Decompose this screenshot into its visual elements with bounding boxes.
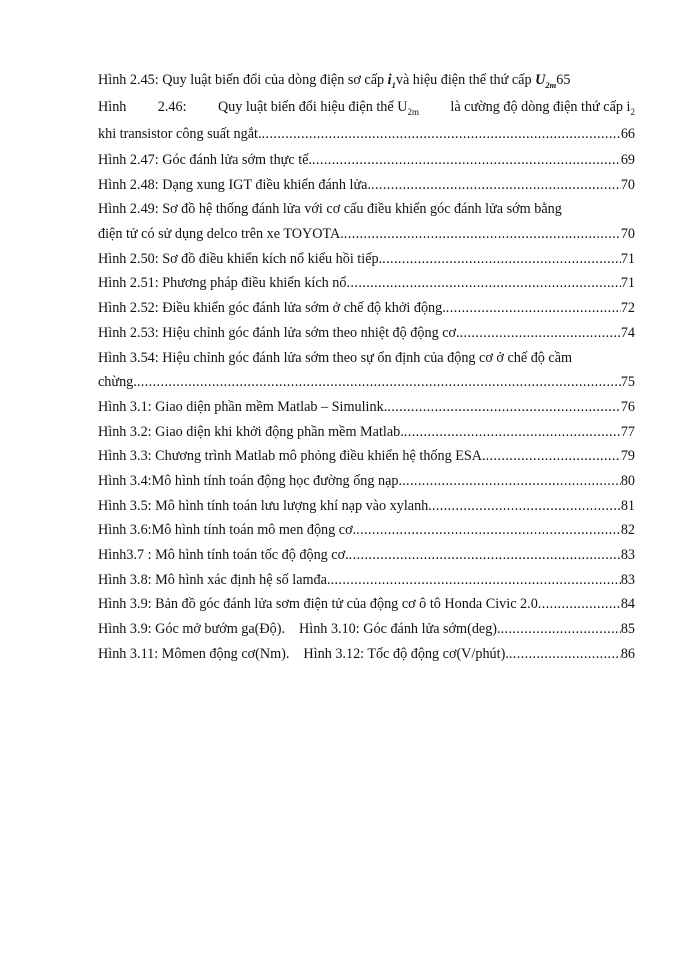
entry-text-2: là cường độ dòng điện thứ cấp i — [450, 99, 631, 115]
entry-text: Hình 2.48: Dạng xung IGT điều khiển đánh lửa. — [98, 176, 372, 193]
entry-text: Hình 3.54: Hiệu chỉnh góc đánh lửa sớm theo sự ổn định của động cơ ở chế độ cầm — [98, 349, 573, 366]
leader-dots — [404, 420, 621, 445]
entry-text: Hình 3.3: Chương trình Matlab mô phỏng điều khiển hệ thống ESA. — [98, 448, 486, 465]
entry-label: Hình 2.45: — [98, 72, 159, 88]
leader-dots — [402, 469, 621, 494]
toc-entry-3-4 — [98, 469, 635, 494]
leader-dots — [382, 247, 621, 272]
symbol-i1: $i_1$ — [387, 72, 396, 90]
toc-entry-3-54-cont — [98, 370, 635, 395]
toc-entry-3-6 — [98, 518, 635, 543]
toc-entry-3-9-3-10 — [98, 617, 635, 642]
entry-text: Hình3.7 : Mô hình tính toán tốc độ động cơ. — [98, 547, 349, 563]
entry-continuation: khi transistor công suất ngắt. — [98, 126, 262, 142]
leader-dots — [509, 642, 621, 667]
entry-text: Hình 3.2: Giao diện khi khởi động phần mềm Matlab. — [98, 423, 404, 440]
leader-dots — [387, 395, 621, 420]
entry-text-2: Hình 3.10: Góc đánh lửa sớm(deg). — [299, 621, 501, 638]
page-number: 80 — [620, 472, 635, 489]
leader-dots — [538, 592, 621, 617]
page-number: 75 — [620, 374, 635, 391]
entry-text-2: Hình 3.12: Tốc độ động cơ(V/phút). — [303, 645, 509, 662]
entry-text: Hình 2.52: Điều khiển góc đánh lửa sớm ở chế độ khởi động. — [98, 300, 446, 317]
page-number: 71 — [620, 250, 635, 267]
leader-dots — [501, 617, 621, 642]
page-number: 71 — [620, 275, 635, 292]
toc-entry-2-51 — [98, 271, 635, 296]
toc-entry-2-53 — [98, 321, 635, 346]
page-number: 72 — [620, 300, 635, 317]
page-number: 65 — [556, 72, 571, 88]
page-number: 66 — [620, 126, 635, 142]
entry-text: Quy luật biến đổi của dòng điện sơ cấp — [162, 72, 385, 88]
leader-dots — [349, 543, 621, 568]
entry-text: Hình 2.51: Phương pháp điều khiển kích nổ — [98, 275, 347, 292]
page-number: 69 — [620, 152, 635, 168]
entry-text: Hình 2.50: Sơ đồ điều khiển kích nổ kiểu hồi tiếp. — [98, 250, 383, 267]
page-number: 85 — [620, 621, 635, 638]
toc-entry-3-3 — [98, 444, 635, 469]
toc-entry-2-46: Hình 2.46: Quy luật biến đổi hiệu điện thế $U_{2m}$ là cường độ dòng điện thứ cấp $i_2$ — [98, 94, 635, 121]
entry-continuation: chừng. — [98, 374, 137, 391]
toc-entry-2-52 — [98, 296, 635, 321]
page-number: 81 — [620, 497, 635, 514]
page-number: 86 — [620, 645, 635, 662]
toc-entry-3-54 — [98, 346, 635, 371]
page-number: 70 — [620, 176, 635, 193]
entry-text: Quy luật biến đổi hiệu điện thế U — [217, 99, 408, 115]
toc-entry-3-11-3-12 — [98, 642, 635, 667]
entry-text: Hình 3.9: Góc mở bướm ga(Độ). — [98, 621, 286, 638]
entry-text: Hình 2.47: Góc đánh lửa sớm thực tế. — [98, 152, 312, 168]
toc-entry-3-2 — [98, 420, 635, 445]
entry-text-mid: và hiệu điện thế thứ cấp — [395, 72, 532, 88]
entry-text: Hình 3.6:Mô hình tính toán mô men động cơ. — [98, 522, 357, 539]
toc-entry-3-1 — [98, 395, 635, 420]
entry-text: Hình 3.5: Mô hình tính toán lưu lượng khí nạp vào xylanh. — [98, 497, 432, 514]
entry-text: Hình 3.8: Mô hình xác định hệ số lamđa. — [98, 571, 331, 588]
toc-entry-2-48 — [98, 173, 635, 198]
toc-entry-3-8 — [98, 568, 635, 593]
leader-dots — [432, 494, 621, 519]
leader-dots — [262, 121, 621, 148]
page-number: 74 — [620, 324, 635, 341]
toc-entry-2-49-cont — [98, 222, 635, 247]
leader-dots — [460, 321, 621, 346]
leader-dots — [486, 444, 621, 469]
entry-text: Hình 3.4:Mô hình tính toán động học đường ống nạp. — [98, 472, 403, 489]
entry-text: Hình 3.11: Mômen động cơ(Nm). — [98, 645, 290, 662]
page-number: 83 — [620, 547, 635, 563]
entry-label-num: 2.46: — [157, 99, 187, 115]
leader-dots — [356, 518, 621, 543]
page-number: 70 — [620, 226, 635, 243]
leader-dots — [344, 222, 621, 247]
page-number: 82 — [620, 522, 635, 539]
toc-entry-2-46-cont — [98, 121, 635, 148]
entry-text: Hình 2.53: Hiệu chỉnh góc đánh lửa sớm theo nhiệt độ động cơ. — [98, 324, 460, 341]
page-number: 79 — [620, 448, 635, 465]
toc-entry-2-47 — [98, 148, 635, 173]
entry-label: Hình — [98, 99, 127, 115]
toc-entry-2-45 — [98, 66, 635, 94]
leader-dots — [346, 271, 620, 296]
toc-entry-3-7 — [98, 543, 635, 568]
entry-text: Hình 3.9: Bản đồ góc đánh lửa sơm điện tử của động cơ ô tô Honda Civic 2.0 — [98, 596, 538, 613]
entry-continuation: điện tử có sử dụng delco trên xe TOYOTA. — [98, 226, 344, 243]
table-of-figures — [98, 66, 635, 666]
toc-entry-2-50 — [98, 247, 635, 272]
toc-entry-2-49 — [98, 197, 635, 222]
page-number: 76 — [620, 398, 635, 415]
leader-dots — [331, 568, 621, 593]
page-number: 83 — [620, 571, 635, 588]
entry-text: Hình 2.49: Sơ đồ hệ thống đánh lửa với cơ cấu điều khiển góc đánh lửa sớm bằng — [98, 201, 562, 218]
leader-dots — [312, 148, 621, 173]
leader-dots — [446, 296, 621, 321]
toc-entry-3-9 — [98, 592, 635, 617]
symbol-u2m: $U_{2m}$ — [535, 72, 557, 90]
toc-entry-3-5 — [98, 494, 635, 519]
page-number: 84 — [620, 596, 635, 613]
entry-text: Hình 3.1: Giao diện phần mềm Matlab – Simulink. — [98, 398, 388, 415]
page-number: 77 — [620, 423, 635, 440]
leader-dots — [371, 173, 621, 198]
leader-dots — [137, 370, 621, 395]
